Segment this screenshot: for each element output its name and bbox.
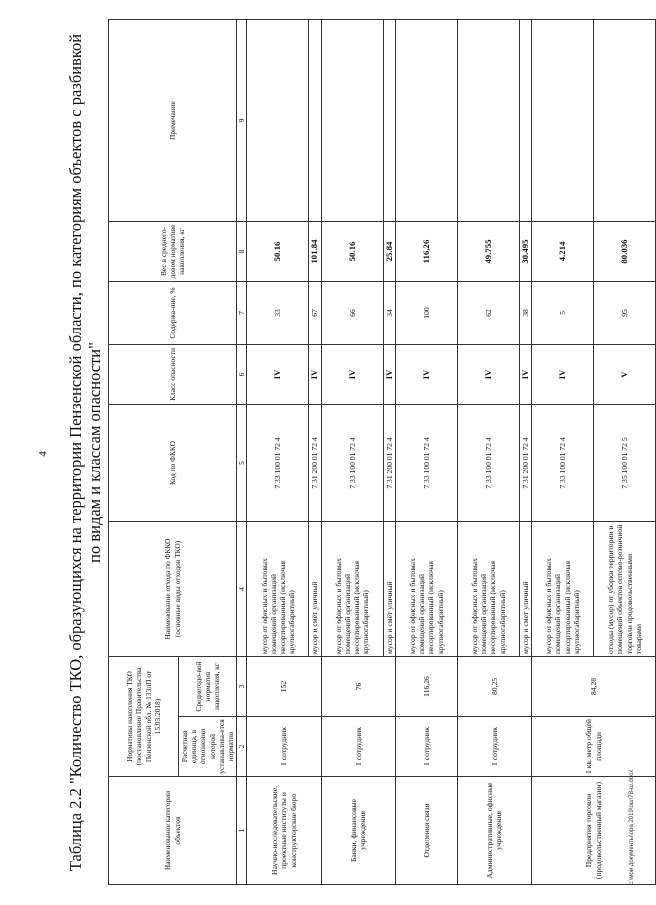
norm-cell: 84,28	[532, 657, 656, 717]
content-cell: 67	[309, 282, 321, 345]
hazard-class-cell: IV	[383, 345, 395, 405]
header-weight: Вес в среднего-довом нормативе накопления, кг	[109, 222, 237, 282]
content-cell: 33	[247, 282, 309, 345]
note-cell	[594, 20, 656, 222]
content-cell: 95	[594, 282, 656, 345]
note-cell	[395, 20, 457, 222]
norm-cell: 80,25	[457, 657, 531, 717]
fkko-code-cell: 7 31 200 01 72 4	[383, 405, 395, 522]
waste-name-cell: мусор от офисных и бытовых помещений организаций несортированный (исключая крупногабаритный)	[247, 522, 309, 657]
category-cell: Банки, финансовые учреждения	[321, 777, 395, 885]
header-norm: Среднегодо-вой норматив накопления, кг	[179, 657, 237, 717]
unit-cell: 1 кв. метр общей площади	[532, 717, 656, 777]
content-cell: 34	[383, 282, 395, 345]
weight-cell: 80.036	[594, 222, 656, 282]
column-number: 8	[237, 222, 247, 282]
note-cell	[247, 20, 309, 222]
column-number: 4	[237, 522, 247, 657]
unit-cell: 1 сотрудник	[395, 717, 457, 777]
unit-cell: 1 сотрудник	[321, 717, 395, 777]
fkko-code-cell: 7 33 100 01 72 4	[321, 405, 383, 522]
column-number: 5	[237, 405, 247, 522]
note-cell	[457, 20, 519, 222]
header-category: Наименование категории объектов	[109, 777, 237, 885]
header-hazard-class: Класс опасности	[109, 345, 237, 405]
column-number: 9	[237, 20, 247, 222]
content-cell: 5	[532, 282, 594, 345]
waste-name-cell: отходы (мусор) от уборки территории и помещений объектов оптово-розничной торговли продовольственными товарами	[594, 522, 656, 657]
header-unit: Расчетная единица, в отношении которой устанавлива-ется норматив	[179, 717, 237, 777]
waste-name-cell: мусор от офисных и бытовых помещений организаций несортированный (исключая крупногабаритный)	[321, 522, 383, 657]
fkko-code-cell: 7 31 200 01 72 4	[309, 405, 321, 522]
hazard-class-cell: IV	[309, 345, 321, 405]
file-path-footer: с:\мои документы\ора 2019\ош\78-ш.docx	[629, 769, 635, 885]
weight-cell: 25.84	[383, 222, 395, 282]
category-cell: Отделения связи	[395, 777, 457, 885]
note-cell	[383, 20, 395, 222]
table-row	[395, 20, 457, 885]
fkko-code-cell: 7 31 200 01 72 4	[519, 405, 531, 522]
note-cell	[519, 20, 531, 222]
category-cell: Научно-исследовательские, проектные институты и конструкторские бюро	[247, 777, 321, 885]
header-fkko-code: Код по ФККО	[109, 405, 237, 522]
note-cell	[309, 20, 321, 222]
table-row	[532, 20, 594, 885]
hazard-class-cell: IV	[247, 345, 309, 405]
table-row	[457, 20, 519, 885]
waste-name-cell: мусор от офисных и бытовых помещений организаций несортированный (исключая крупногабаритный)	[532, 522, 594, 657]
weight-cell: 4.214	[532, 222, 594, 282]
fkko-code-cell: 7 33 100 01 72 4	[532, 405, 594, 522]
hazard-class-cell: IV	[519, 345, 531, 405]
category-cell: Предприятия торговли (продовольственный магазин)	[532, 777, 656, 885]
unit-cell: 1 сотрудник	[247, 717, 321, 777]
norm-cell: 116,26	[395, 657, 457, 717]
content-cell: 66	[321, 282, 383, 345]
weight-cell: 101.84	[309, 222, 321, 282]
unit-cell: 1 сотрудник	[457, 717, 531, 777]
column-number: 1	[237, 777, 247, 885]
weight-cell: 116,26	[395, 222, 457, 282]
content-cell: 100	[395, 282, 457, 345]
hazard-class-cell: IV	[321, 345, 383, 405]
column-number: 3	[237, 657, 247, 717]
weight-cell: 50.16	[247, 222, 309, 282]
rotated-page	[0, 10, 643, 895]
norm-cell: 76	[321, 657, 395, 717]
fkko-code-cell: 7 35 100 01 72 5	[594, 405, 656, 522]
waste-name-cell: мусор и смет уличный	[519, 522, 531, 657]
waste-table	[108, 19, 656, 885]
weight-cell: 49.755	[457, 222, 519, 282]
hazard-class-cell: V	[594, 345, 656, 405]
weight-cell: 30.495	[519, 222, 531, 282]
fkko-code-cell: 7 33 100 01 72 4	[457, 405, 519, 522]
content-cell: 62	[457, 282, 519, 345]
column-number: 7	[237, 282, 247, 345]
weight-cell: 50.16	[321, 222, 383, 282]
waste-name-cell: мусор от офисных и бытовых помещений организаций несортированный (исключая крупногабаритный)	[457, 522, 519, 657]
note-cell	[532, 20, 594, 222]
hazard-class-cell: IV	[532, 345, 594, 405]
category-cell: Административные, офисные учреждения	[457, 777, 531, 885]
norm-cell: 152	[247, 657, 321, 717]
waste-name-cell: мусор и смёт уличный	[309, 522, 321, 657]
header-waste-name: Наименование отхода по ФККО (основные виды отходов ТКО)	[109, 522, 237, 657]
table-row	[321, 20, 383, 885]
page-number: 4	[36, 451, 49, 457]
header-note: Примечание	[109, 20, 237, 222]
column-number: 6	[237, 345, 247, 405]
table-body	[247, 20, 656, 885]
header-content: Содержа-ние, %	[109, 282, 237, 345]
hazard-class-cell: IV	[395, 345, 457, 405]
fkko-code-cell: 7 33 100 01 72 4	[247, 405, 309, 522]
hazard-class-cell: IV	[457, 345, 519, 405]
table-row	[247, 20, 309, 885]
waste-name-cell: мусор и смёт уличный	[383, 522, 395, 657]
table-title: Таблица 2.2 "Количество ТКО, образующихся на территории Пензенской области, по категориям объектов с разбивкой по видам и классам опасности"	[66, 33, 104, 872]
column-number: 2	[237, 717, 247, 777]
note-cell	[321, 20, 383, 222]
fkko-code-cell: 7 33 100 01 72 4	[395, 405, 457, 522]
waste-name-cell: мусор от офисных и бытовых помещений организаций несортированный (исключая крупногабаритный)	[395, 522, 457, 657]
column-number-row	[237, 20, 247, 885]
content-cell: 38	[519, 282, 531, 345]
header-norms-group: Нормативы накопления ТКО (постановление Правительства Пензенской обл. № 133пП от 15.03.2018)	[109, 657, 179, 777]
